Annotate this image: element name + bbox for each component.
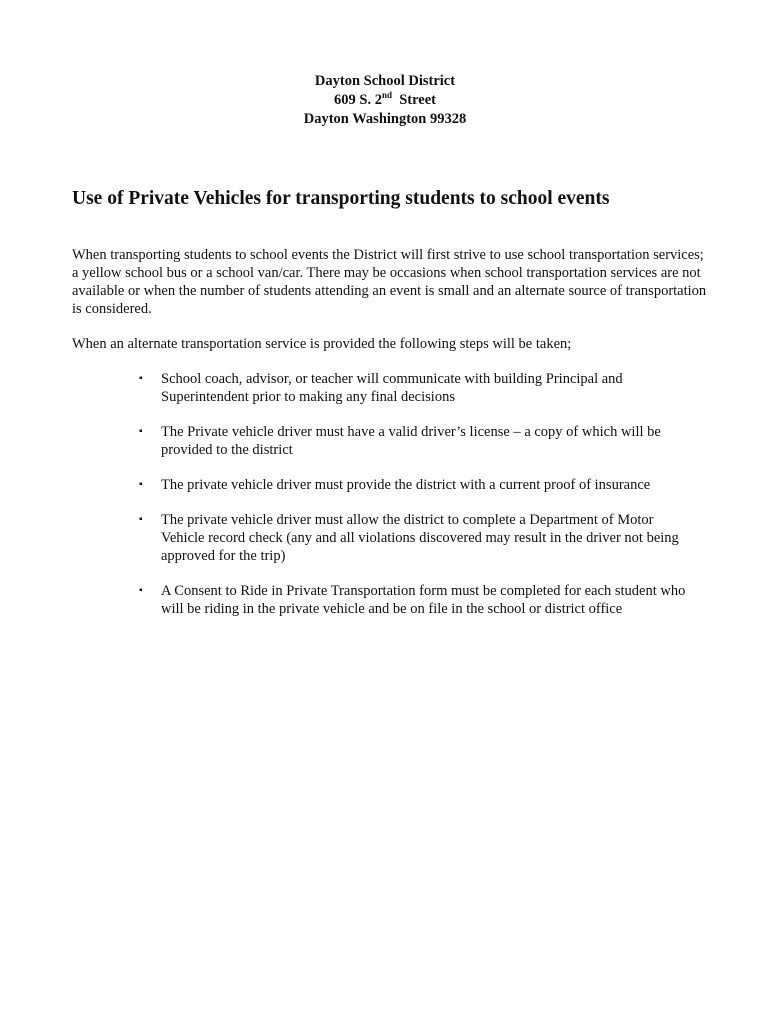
address-superscript: nd xyxy=(381,90,392,101)
step-item xyxy=(0,370,691,406)
square-bullet-icon: ▪ xyxy=(139,585,143,596)
letterhead xyxy=(0,72,770,129)
intro-paragraph: When transporting students to school events the District will first strive to use school transportation services; a yellow school bus or a school van/car. There may be occasions when school transportation services are not available or when the number of students attending an event is small and an alternate source of transportation is considered. xyxy=(72,247,707,317)
square-bullet-icon: ▪ xyxy=(139,373,143,384)
address-suffix: Street xyxy=(391,92,436,108)
city-state-zip: Dayton Washington 99328 xyxy=(303,111,467,127)
step-item xyxy=(0,476,691,494)
step-item xyxy=(0,582,691,618)
step-text: School coach, advisor, or teacher will communicate with building Principal and Superintendent prior to making any final decisions xyxy=(161,371,623,405)
step-text: The Private vehicle driver must have a valid driver’s license – a copy of which will be provided to the district xyxy=(161,424,661,458)
steps-intro-paragraph: When an alternate transportation service is provided the following steps will be taken; xyxy=(72,336,572,352)
address-prefix: 609 S. 2 xyxy=(334,92,382,108)
document-title: Use of Private Vehicles for transporting students to school events xyxy=(72,188,610,209)
street-address xyxy=(0,91,770,110)
district-name: Dayton School District xyxy=(314,73,456,89)
square-bullet-icon: ▪ xyxy=(139,426,143,437)
step-text: The private vehicle driver must allow the district to complete a Department of Motor Vehicle record check (any and all violations discovered may result in the driver not being approved for the trip) xyxy=(161,512,679,564)
square-bullet-icon: ▪ xyxy=(139,479,143,490)
step-text: The private vehicle driver must provide the district with a current proof of insurance xyxy=(161,477,651,493)
step-item xyxy=(0,423,691,459)
square-bullet-icon: ▪ xyxy=(139,514,143,525)
steps-list xyxy=(0,370,770,635)
step-item xyxy=(0,511,691,565)
step-text: A Consent to Ride in Private Transportation form must be completed for each student who will be riding in the private vehicle and be on file in the school or district office xyxy=(161,583,686,617)
